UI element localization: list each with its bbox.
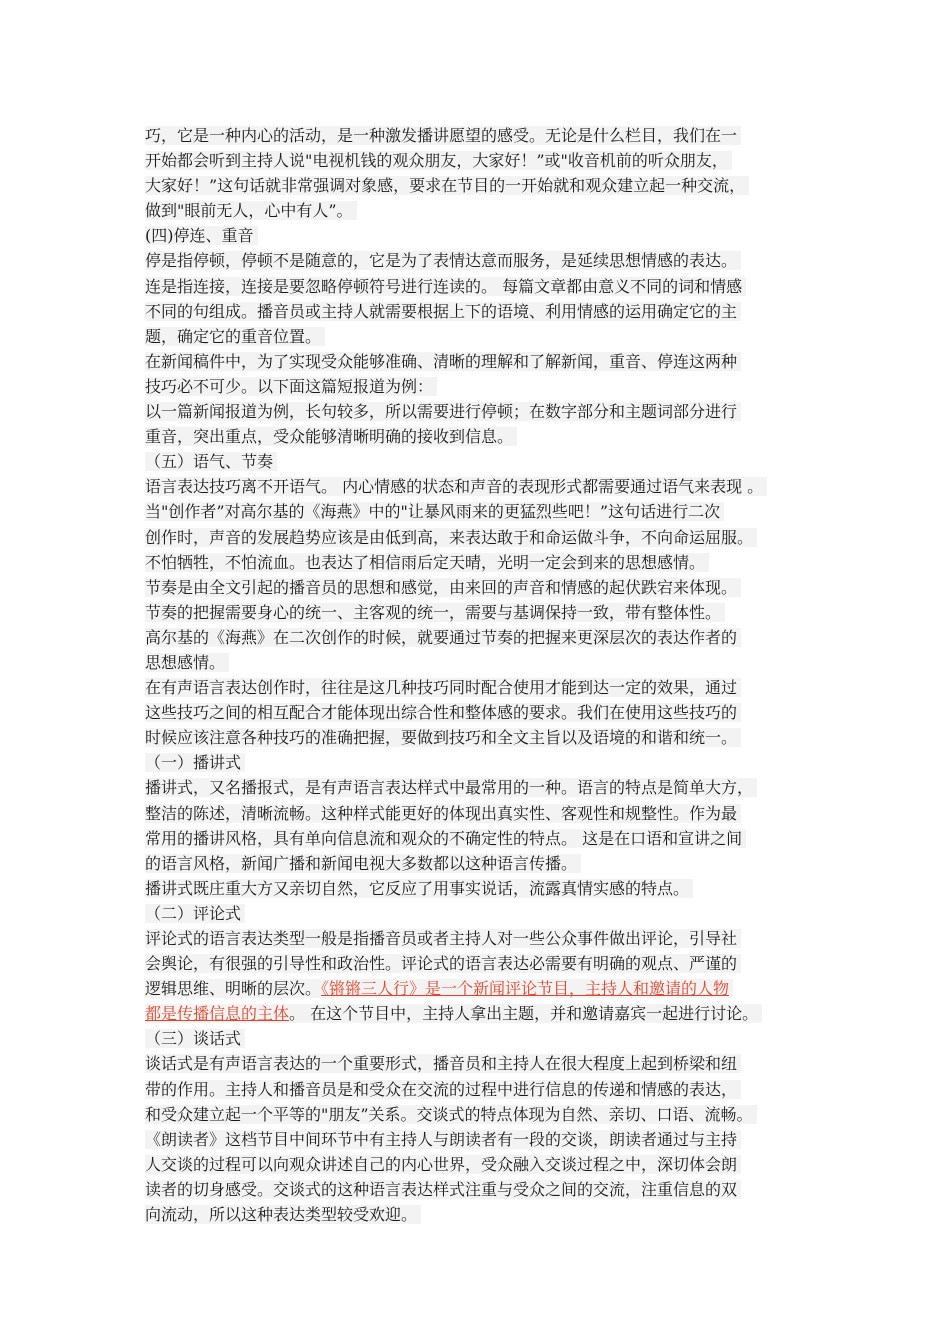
- line-plain-text: 高尔基的《海燕》在二次创作的时候，就要通过节奏的把握来更深层次的表达作者的: [145, 627, 738, 647]
- line-plain-text: 在有声语言表达创作时，往往是这几种技巧同时配合使用才能到达一定的效果，通过: [145, 678, 738, 698]
- line-text: [145, 402, 741, 421]
- line-plain-text: 思想感情。: [145, 652, 226, 672]
- line-text: [145, 1105, 757, 1124]
- line-plain-text: 在新闻稿件中，为了实现受众能够准确、清晰的理解和了解新闻，重音、停连这两种: [145, 351, 738, 371]
- line-text: [145, 728, 741, 747]
- document-line: [145, 851, 825, 876]
- document-line: [145, 324, 825, 349]
- line-text: [145, 929, 741, 948]
- document-line: [145, 374, 825, 399]
- document-line: [145, 801, 825, 826]
- document-line: [145, 926, 825, 951]
- document-line: [145, 1152, 825, 1177]
- document-line: [145, 1077, 825, 1102]
- line-text: [145, 653, 229, 672]
- line-plain-text: 人交谈的过程可以向观众讲述自己的内心世界，受众融入交谈过程之中，深切体会朗: [145, 1154, 738, 1174]
- line-text: [145, 954, 741, 973]
- line-plain-text: 谈话式是有声语言表达的一个重要形式，播音员和主持人在很大程度上起到桥梁和纽: [145, 1054, 738, 1074]
- line-text: [145, 302, 741, 321]
- line-plain-text: 技巧必不可少。以下面这篇短报道为例：: [145, 376, 434, 396]
- line-text: [145, 427, 517, 446]
- line-plain-text: 节奏的把握需要身心的统一、主客观的统一，需要与基调保持一致，带有整体性。: [145, 602, 722, 622]
- document-line: [145, 123, 825, 148]
- line-text: [145, 201, 357, 220]
- line-text: [145, 553, 709, 572]
- line-plain-text: 播讲式既庄重大方又亲切自然，它反应了用事实说话，流露真情实感的特点。: [145, 878, 690, 898]
- line-text: [145, 804, 741, 823]
- line-plain-text: （二）评论式: [145, 903, 242, 923]
- line-plain-text: 语言表达技巧离不开语气。 内心情感的状态和声音的表现形式都需要通过语气来表现 。: [145, 477, 764, 497]
- line-text: [145, 703, 741, 722]
- line-text: [145, 778, 757, 797]
- line-plain-text: 不同的句组成。播音员或主持人就需要根据上下的语境、利用情感的运用确定它的主: [145, 301, 738, 321]
- line-text: [145, 879, 693, 898]
- document-line: [145, 399, 825, 424]
- document-line: [145, 173, 825, 198]
- line-text: [145, 1205, 421, 1224]
- document-line: [145, 1127, 825, 1152]
- document-line: [145, 901, 825, 926]
- document-line: [145, 1102, 825, 1127]
- line-text: [145, 377, 437, 396]
- line-text: [145, 477, 767, 496]
- line-plain-text: 大家好！”这句话就非常强调对象感，要求在节目的一开始就和观众建立起一种交流，: [145, 176, 746, 196]
- line-plain-text: 逻辑思维、明晰的层次。: [145, 979, 322, 999]
- line-plain-text: (四)停连、重音: [145, 226, 254, 246]
- document-line: [145, 675, 825, 700]
- document-line: [145, 550, 825, 575]
- document-line: [145, 148, 825, 173]
- line-plain-text: 播讲式，又名播报式，是有声语言表达样式中最常用的一种。语言的特点是简单大方，: [145, 778, 754, 798]
- hyperlink-text[interactable]: 都是传播信息的主体: [145, 1004, 290, 1024]
- document-line: [145, 575, 825, 600]
- line-plain-text: （三）谈话式: [145, 1029, 242, 1049]
- document-line: [145, 600, 825, 625]
- line-text: [145, 578, 741, 597]
- line-plain-text: 做到"眼前无人，心中有人”。: [145, 201, 353, 221]
- line-plain-text: 会舆论，有很强的引导性和政治性。评论式的语言表达必需要有明确的观点、严谨的: [145, 954, 738, 974]
- line-text: [145, 352, 741, 371]
- document-line: [145, 424, 825, 449]
- line-text: [145, 1130, 741, 1149]
- document-line: [145, 1051, 825, 1076]
- line-plain-text: 评论式的语言表达类型一般是指播音员或者主持人对一些公众事件做出评论，引导社: [145, 929, 738, 948]
- line-text: [145, 452, 277, 471]
- line-plain-text: 的语言风格，新闻广播和新闻电视大多数都以这种语言传播。: [145, 853, 578, 873]
- line-plain-text: 不怕牺牲，不怕流血。也表达了相信雨后定天晴，光明一定会到来的思想感情。: [145, 552, 706, 572]
- line-plain-text: 带的作用。主持人和播音员是和受众在交流的过程中进行信息的传递和情感的表达，: [145, 1079, 738, 1099]
- line-plain-text: 以一篇新闻报道为例，长句较多，所以需要进行停顿；在数字部分和主题词部分进行: [145, 402, 738, 422]
- line-text: [145, 327, 325, 346]
- document-line: [145, 976, 825, 1001]
- line-plain-text: 停是指停顿，停顿不是随意的，它是为了表情达意而服务，是延续思想情感的表达。: [145, 251, 738, 271]
- line-text: [145, 678, 741, 697]
- document-line: [145, 725, 825, 750]
- line-text: [145, 151, 732, 170]
- document-line: [145, 951, 825, 976]
- line-text: [145, 1155, 741, 1174]
- line-plain-text: 重音，突出重点，受众能够清晰明确的接收到信息。: [145, 427, 514, 447]
- line-text: [145, 1004, 762, 1023]
- document-line: [145, 650, 825, 675]
- line-text: [145, 829, 746, 848]
- line-text: [145, 277, 746, 296]
- document-line: [145, 750, 825, 775]
- line-plain-text: 连是指连接，连接是要忽略停顿符号进行连读的。 每篇文章都由意义不同的词和情感: [145, 276, 743, 296]
- hyperlink-text[interactable]: 《锵锵三人行》是一个新闻评论节目，主持人和邀请的人物: [321, 979, 730, 999]
- line-plain-text: 这些技巧之间的相互配合才能体现出综合性和整体感的要求。我们在使用这些技巧的: [145, 703, 738, 723]
- line-text: [145, 979, 733, 998]
- document-line: [145, 625, 825, 650]
- document-line: [145, 223, 825, 248]
- line-plain-text: 创作时，声音的发展趋势应该是由低到高，来表达敢于和命运做斗争，不向命运屈服。: [145, 527, 754, 547]
- line-plain-text: （一）播讲式: [145, 753, 242, 773]
- line-plain-text: 常用的播讲风格，具有单向信息流和观众的不确定性的特点。 这是在口语和宣讲之间: [145, 828, 743, 848]
- line-text: [145, 176, 749, 195]
- line-text: [145, 628, 741, 647]
- line-text: [145, 502, 724, 521]
- line-plain-text: 开始都会听到主持人说"电视机钱的观众朋友，大家好！”或"收音机前的听众朋友，: [145, 151, 728, 171]
- line-plain-text: 向流动，所以这种表达类型较受欢迎。: [145, 1205, 418, 1225]
- line-text: [145, 904, 245, 923]
- line-text: [145, 126, 741, 145]
- line-text: [145, 226, 258, 245]
- document-line: [145, 826, 825, 851]
- line-plain-text: 题，确定它的重音位置。: [145, 326, 322, 346]
- line-trailing-text: 。 在这个节目中，主持人拿出主题，并和邀请嘉宾一起进行讨论。: [289, 1004, 759, 1024]
- document-body: [145, 123, 825, 1227]
- line-plain-text: （五）语气、节奏: [145, 452, 274, 472]
- document-line: [145, 1177, 825, 1202]
- line-plain-text: 巧，它是一种内心的活动，是一种激发播讲愿望的感受。无论是什么栏目，我们在一: [145, 126, 738, 145]
- line-plain-text: 节奏是由全文引起的播音员的思想和感觉，由来回的声音和情感的起伏跌宕来体现。: [145, 577, 738, 597]
- document-line: [145, 876, 825, 901]
- line-plain-text: 当"创作者”对高尔基的《海燕》中的"让暴风雨来的更猛烈些吧！”这句话进行二次: [145, 502, 721, 522]
- line-text: [145, 251, 741, 270]
- line-plain-text: 《朗读者》这档节目中间环节中有主持人与朗读者有一段的交谈，朗读者通过与主持: [145, 1129, 738, 1149]
- line-plain-text: 时候应该注意各种技巧的准确把握，要做到技巧和全文主旨以及语境的和谐和统一。: [145, 728, 738, 748]
- document-line: [145, 700, 825, 725]
- line-text: [145, 1080, 741, 1099]
- document-line: [145, 1202, 825, 1227]
- line-text: [145, 1029, 245, 1048]
- document-line: [145, 525, 825, 550]
- line-text: [145, 753, 245, 772]
- line-text: [145, 1054, 741, 1073]
- document-line: [145, 1026, 825, 1051]
- document-line: [145, 1001, 825, 1026]
- line-text: [145, 854, 581, 873]
- line-text: [145, 603, 725, 622]
- line-text: [145, 528, 757, 547]
- document-line: [145, 299, 825, 324]
- line-plain-text: 和受众建立起一个平等的"朋友”关系。交谈式的特点体现为自然、亲切、口语、流畅。: [145, 1104, 753, 1124]
- line-text: [145, 1180, 741, 1199]
- line-plain-text: 读者的切身感受。交谈式的这种语言表达样式注重与受众之间的交流，注重信息的双: [145, 1179, 738, 1199]
- document-line: [145, 474, 825, 499]
- document-line: [145, 248, 825, 273]
- document-line: [145, 775, 825, 800]
- line-plain-text: 整洁的陈述，清晰流畅。这种样式能更好的体现出真实性、客观性和规整性。作为最: [145, 803, 738, 823]
- document-line: [145, 274, 825, 299]
- document-line: [145, 499, 825, 524]
- document-line: [145, 449, 825, 474]
- document-line: [145, 349, 825, 374]
- document-line: [145, 198, 825, 223]
